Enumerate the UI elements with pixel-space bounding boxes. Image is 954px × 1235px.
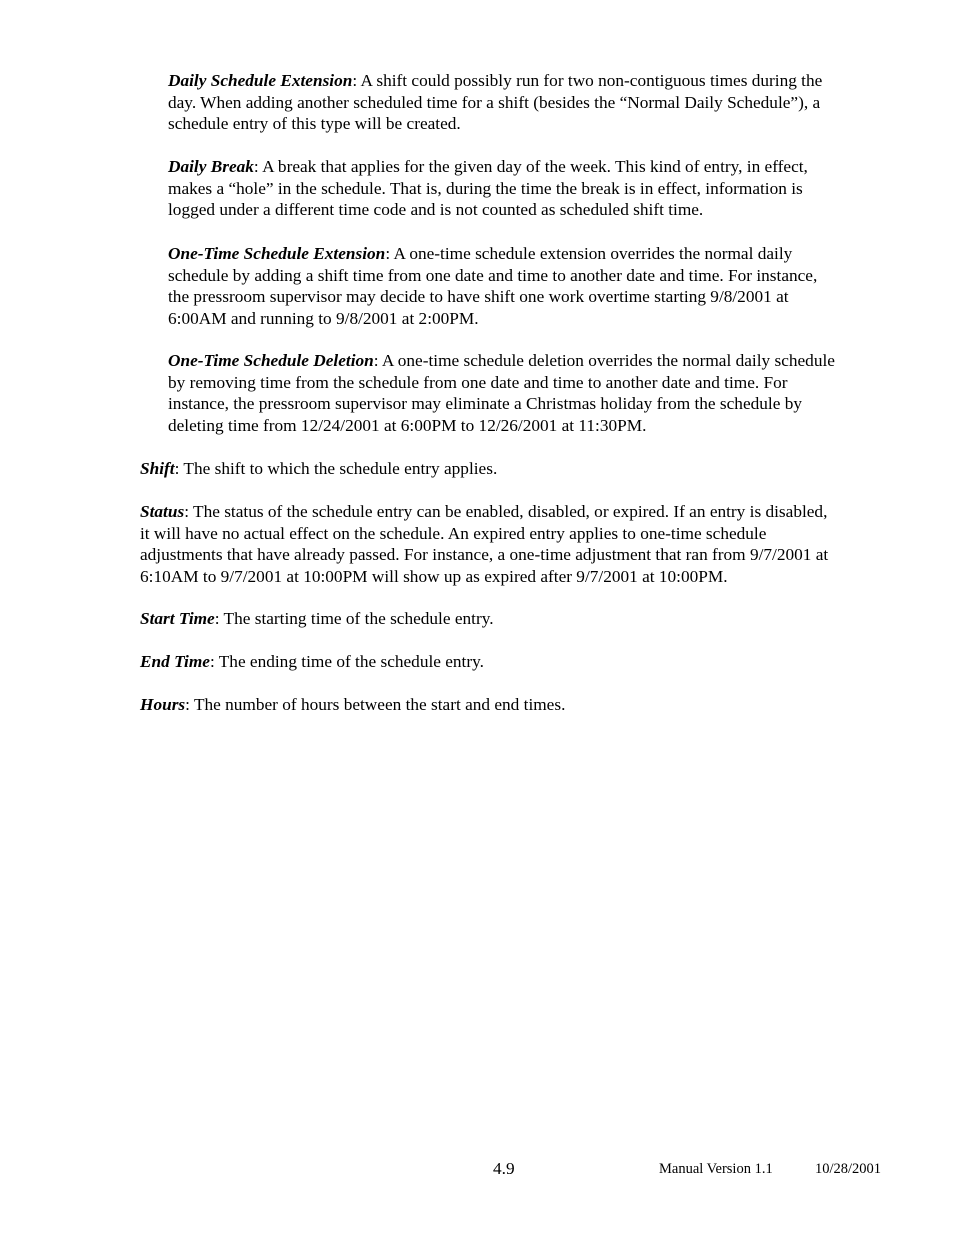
entry-text-line: : The ending time of the schedule entry.: [209, 652, 484, 671]
entry-term: One-Time Schedule Extension: [168, 244, 386, 263]
entry-text-line: schedule entry of this type will be created.: [168, 114, 461, 133]
entry-end-time: [140, 651, 484, 673]
entry-text-line: schedule by adding a shift time from one date and time to another date and time. For instance,: [168, 265, 818, 285]
entry-text-line: : The status of the schedule entry can be enabled, disabled, or expired. If an entry is disabled,: [184, 502, 828, 521]
entry-term: Daily Break: [168, 157, 254, 176]
entry-text-line: : The starting time of the schedule entry.: [214, 609, 494, 628]
entry-text-line: day. When adding another scheduled time for a shift (besides the “Normal Daily Schedule”), a: [168, 92, 821, 112]
entry-text-line: : The number of hours between the start and end times.: [185, 695, 566, 714]
entry-status: [140, 501, 828, 587]
manual-version: Manual Version 1.1: [659, 1161, 773, 1177]
page-number: 4.9: [493, 1159, 515, 1178]
entry-text-line: : A shift could possibly run for two non-contiguous times during the: [352, 71, 823, 90]
entry-term: One-Time Schedule Deletion: [168, 351, 374, 370]
entry-text-line: logged under a different time code and is not counted as scheduled shift time.: [168, 200, 704, 219]
entry-term: Hours: [140, 695, 186, 714]
entry-text-line: makes a “hole” in the schedule. That is, during the time the break is in effect, information is: [168, 178, 803, 198]
entry-term: Start Time: [140, 609, 215, 628]
entry-daily-break: [168, 156, 808, 221]
entry-term: Shift: [140, 459, 175, 478]
entry-term: End Time: [140, 652, 210, 671]
entry-one-time-schedule-extension: [168, 243, 817, 329]
manual-date: 10/28/2001: [815, 1161, 882, 1177]
entry-one-time-schedule-deletion: [168, 350, 835, 436]
entry-text-line: 6:10AM to 9/7/2001 at 10:00PM will show up as expired after 9/7/2001 at 10:00PM.: [140, 566, 728, 586]
entry-text-line: : The shift to which the schedule entry applies.: [174, 459, 498, 478]
entry-text-line: by removing time from the schedule from one date and time to another date and time. For: [168, 372, 788, 392]
entry-text-line: : A break that applies for the given day of the week. This kind of entry, in effect,: [253, 157, 808, 176]
entry-shift: [140, 458, 497, 480]
entry-term: Daily Schedule Extension: [168, 71, 353, 90]
entry-text-line: : A one-time schedule extension overrides the normal daily: [385, 244, 793, 263]
entry-start-time: [140, 608, 494, 630]
entry-text-line: instance, the pressroom supervisor may eliminate a Christmas holiday from the schedule by: [168, 394, 802, 413]
entry-text-line: the pressroom supervisor may decide to have shift one work overtime starting 9/8/2001 at: [168, 287, 789, 306]
entry-text-line: it will have no actual effect on the schedule. An expired entry applies to one-time schedule: [140, 523, 767, 543]
entry-text-line: : A one-time schedule deletion overrides the normal daily schedule: [373, 351, 835, 370]
entry-text-line: 6:00AM and running to 9/8/2001 at 2:00PM.: [168, 308, 479, 328]
entry-daily-schedule-extension: [168, 70, 822, 135]
entry-hours: [140, 694, 565, 716]
entry-text-line: deleting time from 12/24/2001 at 6:00PM to 12/26/2001 at 11:30PM.: [168, 415, 647, 435]
entry-term: Status: [140, 502, 185, 521]
entry-text-line: adjustments that have already passed. For instance, a one-time adjustment that ran from 9/7/2001 at: [140, 545, 829, 564]
